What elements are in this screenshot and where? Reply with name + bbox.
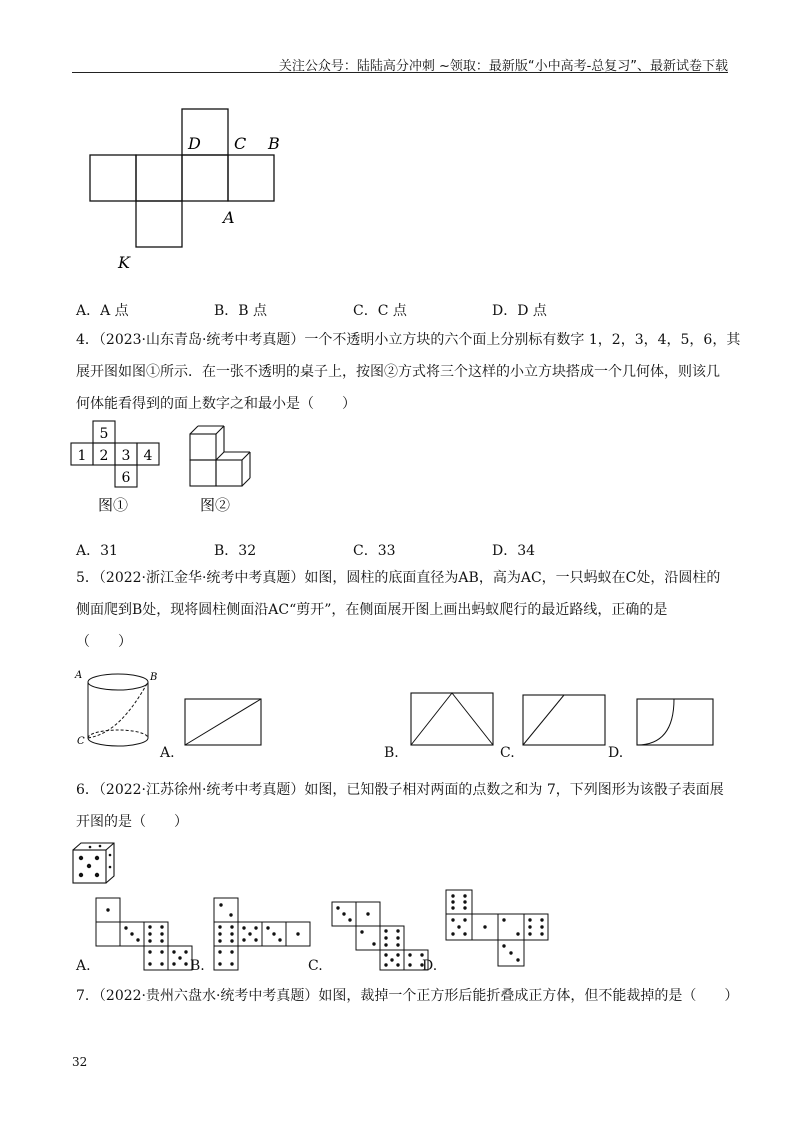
label-B: B <box>268 134 280 153</box>
q4-line-3: 何体能看得到的面上数字之和最小是（ ） <box>76 396 356 412</box>
q5-option-a-figure <box>184 698 264 748</box>
net-number: 1 <box>77 448 87 464</box>
q5-option-b: B. <box>384 745 399 761</box>
q6-option-d-net <box>444 888 550 970</box>
net-number: 5 <box>99 426 109 442</box>
fig2-label: 图② <box>200 496 231 514</box>
q6-option-b: B. <box>190 958 205 974</box>
q6-option-b-net <box>212 896 312 972</box>
label-K: K <box>118 253 130 272</box>
q4-option-a: A．31 <box>76 543 118 559</box>
q3-option-c: C．C 点 <box>353 303 407 319</box>
q3-option-b: B．B 点 <box>214 303 268 319</box>
net-number: 2 <box>99 448 109 464</box>
q4-line-1: 4．（2023·山东青岛·统考中考真题）一个不透明小立方块的六个面上分别标有数字 1，2，3，4，5，6，其 <box>76 332 741 348</box>
q5-option-c: C. <box>500 745 515 761</box>
cyl-label-C: C <box>77 736 85 747</box>
q3-option-d: D．D 点 <box>492 303 547 319</box>
q6-option-d: D. <box>422 958 438 974</box>
q5-option-d: D. <box>608 745 624 761</box>
q5-option-a: A. <box>160 745 175 761</box>
q6-option-c-net <box>330 900 430 972</box>
q4-figure-2-cubes <box>180 418 280 518</box>
label-A: A <box>223 208 235 227</box>
net-number: 3 <box>121 448 131 464</box>
q3-option-a: A．A 点 <box>76 303 129 319</box>
fig1-label: 图① <box>98 496 129 514</box>
label-D: D <box>188 134 201 153</box>
q4-option-d: D．34 <box>492 543 536 559</box>
page-header: 关注公众号：陆陆高分冲刺 ~领取：最新版“小中高考-总复习”、最新试卷下载 <box>278 59 728 74</box>
cyl-label-B: B <box>150 672 158 683</box>
q6-line-1: 6．（2022·江苏徐州·统考中考真题）如图，已知骰子相对两面的点数之和为 7，下列图形为该骰子表面展 <box>76 782 724 798</box>
q5-line-2: 侧面爬到B处，现将圆柱侧面沿AC“剪开”，在侧面展开图上画出蚂蚁爬行的最近路线，正确的是 <box>76 602 668 618</box>
q6-option-c: C. <box>308 958 323 974</box>
page-number: 32 <box>72 1055 88 1069</box>
q7-line-1: 7．（2022·贵州六盘水·统考中考真题）如图，裁掉一个正方形后能折叠成正方体，但不能裁掉的是（ ） <box>76 988 739 1004</box>
q6-option-a: A. <box>76 958 91 974</box>
q5-option-d-figure <box>636 698 716 748</box>
q5-option-b-figure <box>410 692 496 748</box>
q4-option-b: B．32 <box>214 543 257 559</box>
q6-dice-figure <box>70 840 120 886</box>
q5-cylinder-figure <box>72 664 162 758</box>
q4-line-2: 展开图如图①所示．在一张不透明的桌子上，按图②方式将三个这样的小立方块搭成一个几何体，则该几 <box>76 364 720 380</box>
q5-line-1: 5．（2022·浙江金华·统考中考真题）如图，圆柱的底面直径为AB，高为AC，一只蚂蚁在C处，沿圆柱的 <box>76 570 721 586</box>
header-rule <box>72 72 728 73</box>
label-C: C <box>234 134 247 153</box>
q5-option-c-figure <box>522 694 608 748</box>
net-number: 6 <box>121 470 131 486</box>
cyl-label-A: A <box>75 670 83 681</box>
q4-option-c: C．33 <box>353 543 396 559</box>
q6-line-2: 开图的是（ ） <box>76 814 188 830</box>
q6-option-a-net <box>94 896 194 972</box>
net-number: 4 <box>143 448 153 464</box>
q4-figure-1-net <box>66 418 176 518</box>
q3-cube-net-figure <box>80 100 300 280</box>
q5-line-3: （ ） <box>76 634 132 650</box>
